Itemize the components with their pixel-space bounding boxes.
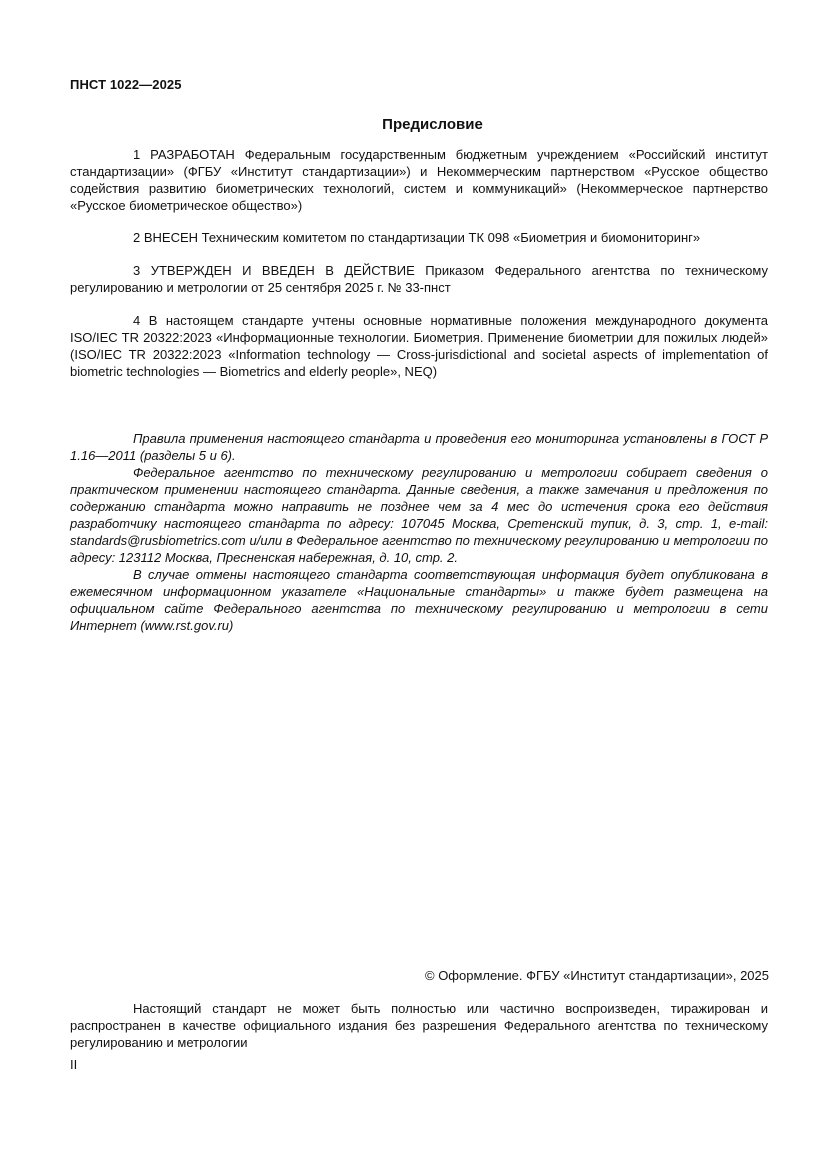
foreword-item-3 — [70, 262, 768, 296]
usage-note: Федеральное агентство по техническому регулированию и метрологии собирает сведения о практическом применении настоящего стандарта. Данные сведения, а также замечания и предложения по содержанию стандарта можно направить не позднее чем за 4 мес до истечения срока его действия разработчику настоящего стандарта по адресу: 107045 Москва, Сретенский тупик, д. 3, стр. 1, e-mail: standards@rusbiometrics.com и/или в Федеральное агентство по техническому регулированию и метрологии по адресу: 123112 Москва, Пресненская набережная, д. 10, стр. 2. — [70, 465, 768, 565]
document-code: ПНСТ 1022—2025 — [70, 77, 182, 92]
reproduction-notice — [70, 1000, 768, 1051]
foreword-item-text: 3 УТВЕРЖДЕН И ВВЕДЕН В ДЕЙСТВИЕ Приказом Федерального агентства по техническому регулированию и метрологии от 25 сентября 2025 г. № 33-пнст — [70, 263, 768, 295]
foreword-item-text: 4 В настоящем стандарте учтены основные нормативные положения международного документа ISO/IEC TR 20322:2023 «Информационные технологии. Биометрия. Применение биометрии для пожилых людей» (ISO/IEC TR 20322:2023 «Information technology — Cross-jurisdictional and societal aspects of implementation of biometric technologies — Biometrics and elderly people», NEQ) — [70, 313, 768, 379]
foreword-item-4 — [70, 312, 768, 380]
foreword-item-2 — [70, 229, 768, 246]
usage-note: Правила применения настоящего стандарта и проведения его мониторинга установлены в ГОСТ Р 1.16—2011 (разделы 5 и 6). — [70, 431, 768, 463]
reproduction-text: Настоящий стандарт не может быть полностью или частично воспроизведен, тиражирован и распространен в качестве официального издания без разрешения Федерального агентства по техническому регулированию и метрологии — [70, 1001, 768, 1050]
usage-note: В случае отмены настоящего стандарта соответствующая информация будет опубликована в ежемесячном информационном указателе «Национальные стандарты» и также будет размещена на официальном сайте Федерального агентства по техническому регулированию и метрологии в сети Интернет (www.rst.gov.ru) — [70, 567, 768, 633]
foreword-item-text: 1 РАЗРАБОТАН Федеральным государственным бюджетным учреждением «Российский институт стандартизации» (ФГБУ «Институт стандартизации») и Некоммерческим партнерством «Русское общество содействия развитию биометрических технологий, систем и коммуникаций» (Некоммерческое партнерство «Русское биометрическое общество») — [70, 147, 768, 213]
usage-notes — [70, 430, 768, 634]
foreword-item-text: 2 ВНЕСЕН Техническим комитетом по стандартизации ТК 098 «Биометрия и биомониторинг» — [133, 230, 701, 245]
page-number: II — [70, 1057, 78, 1072]
copyright-notice: © Оформление. ФГБУ «Институт стандартизации», 2025 — [425, 968, 769, 983]
foreword-item-1 — [70, 146, 768, 214]
page-title: Предисловие — [382, 116, 483, 133]
